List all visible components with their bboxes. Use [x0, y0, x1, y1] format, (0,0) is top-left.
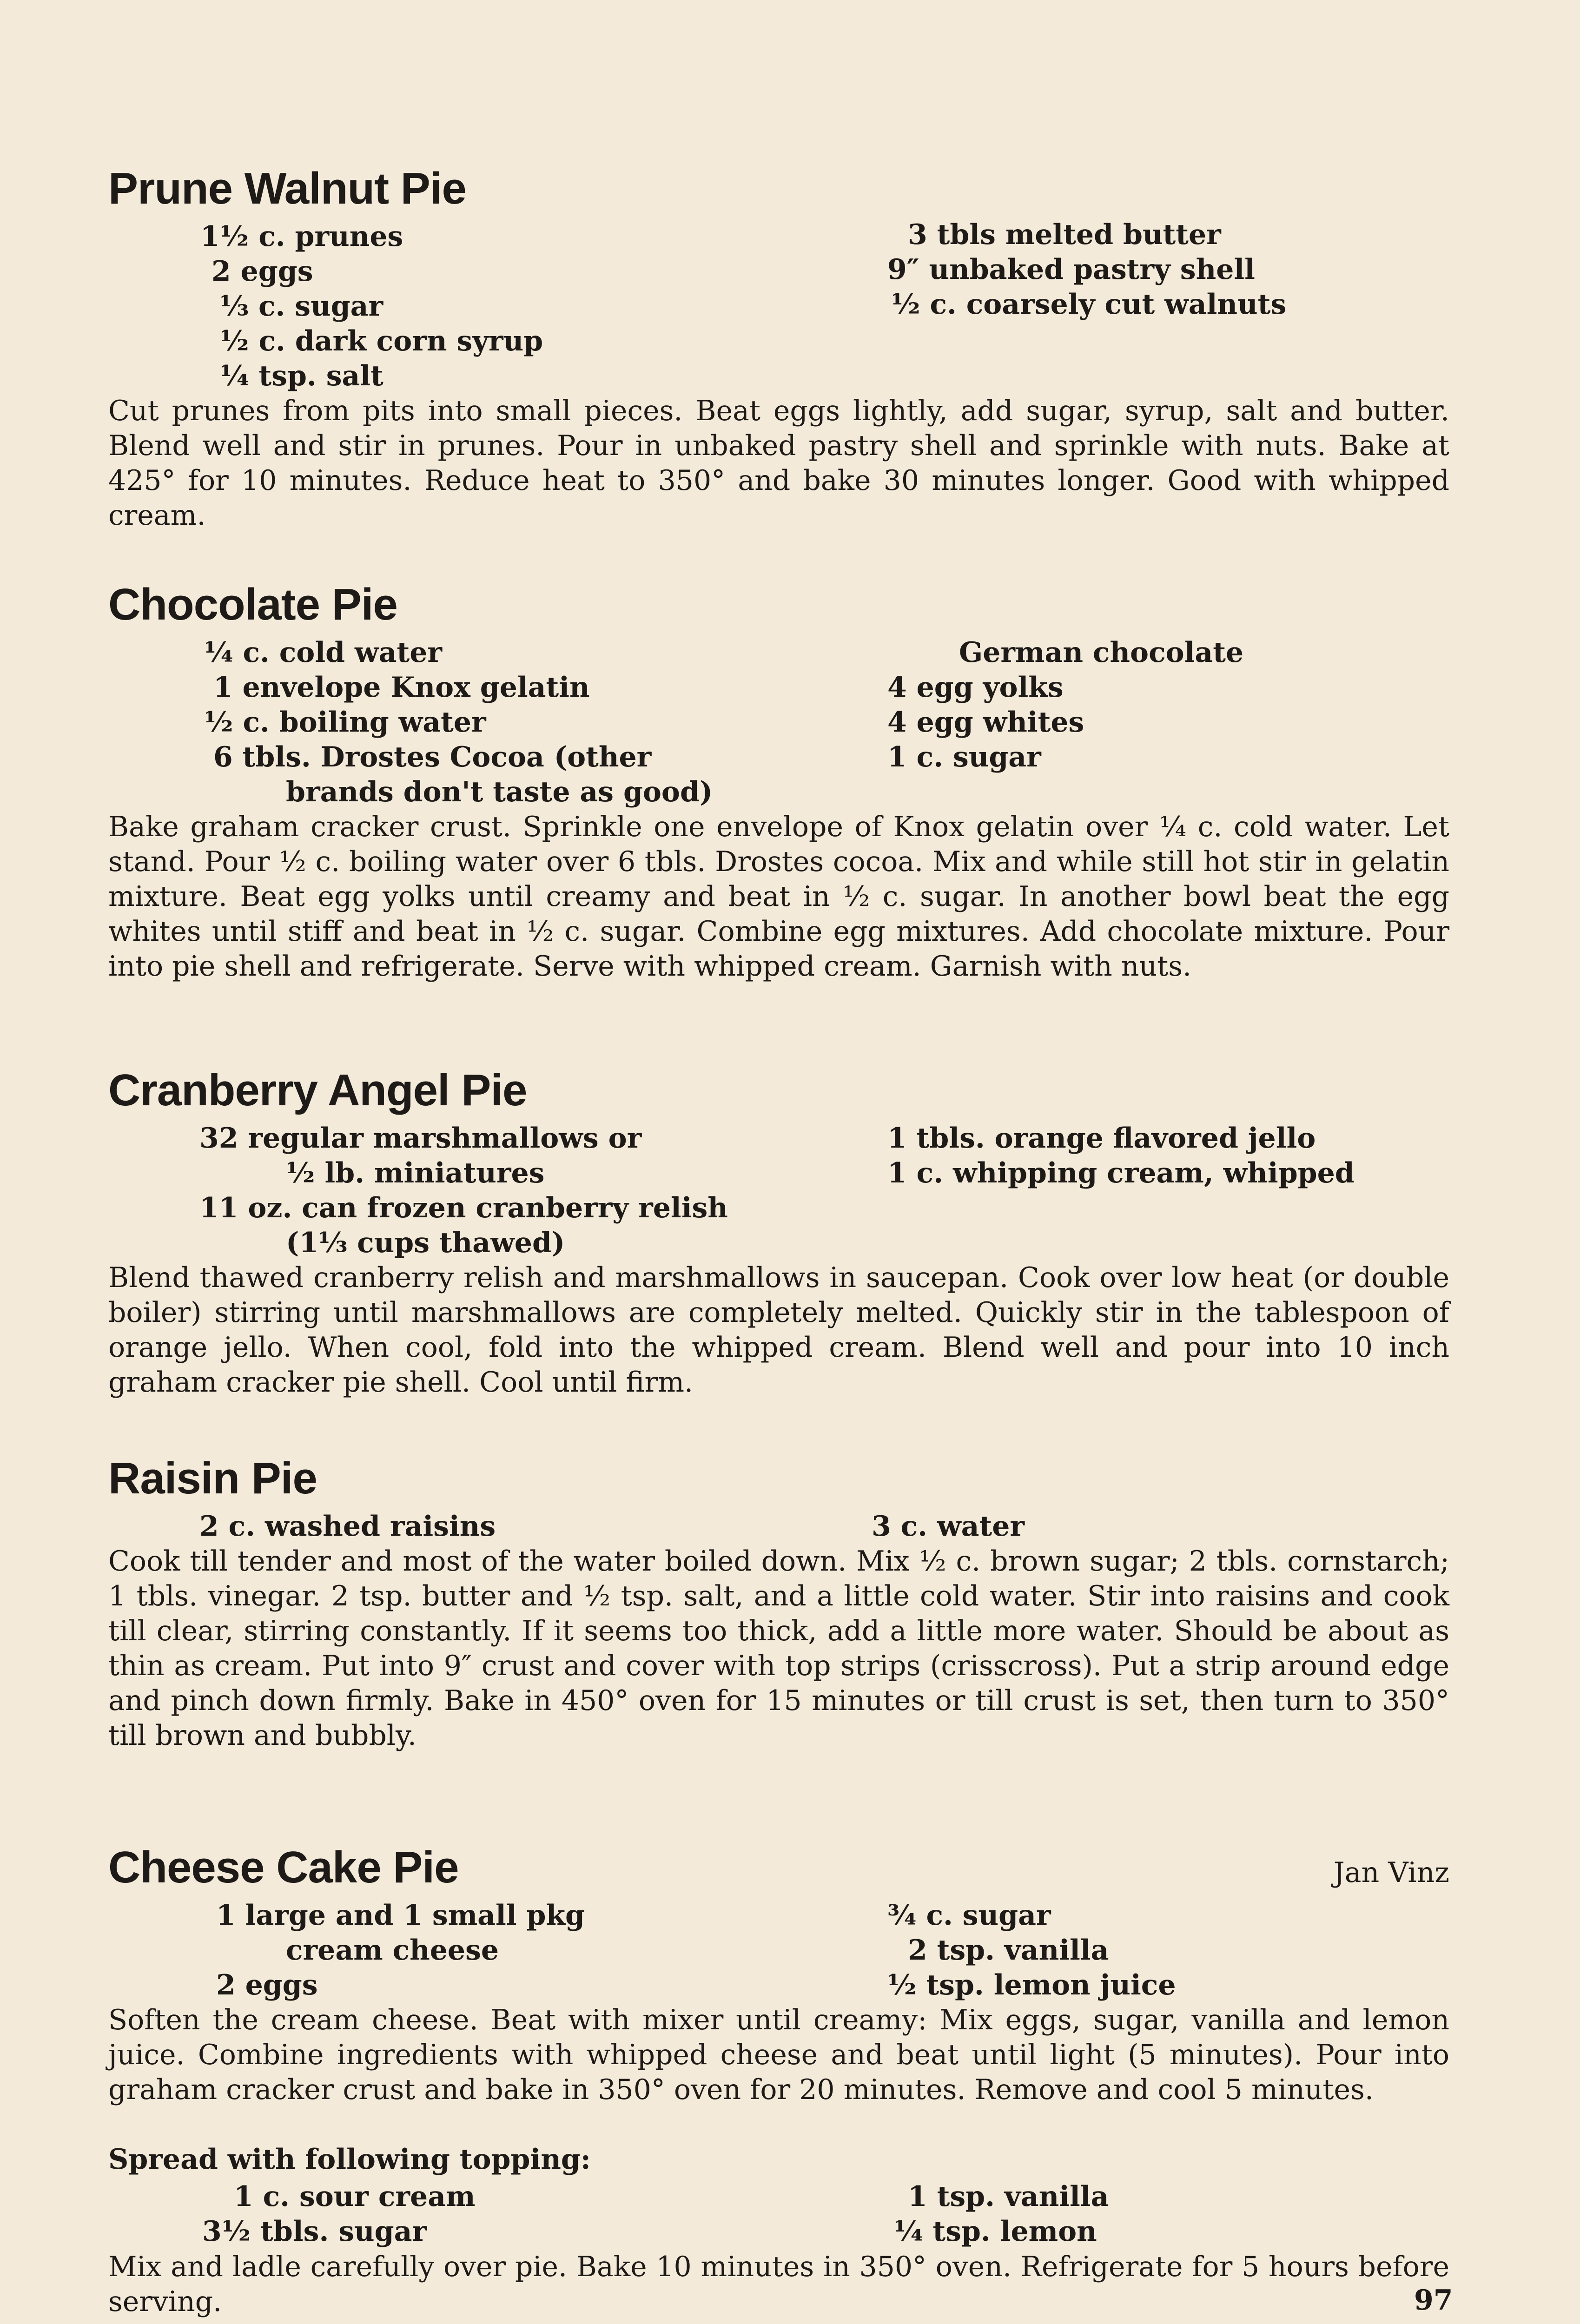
recipe-title: Prune Walnut Pie — [108, 164, 466, 213]
ingredient: 2 tsp. vanilla — [908, 1934, 1109, 1967]
ingredient: ½ c. dark corn syrup — [220, 325, 543, 357]
recipe-title: Raisin Pie — [108, 1453, 317, 1503]
ingredient: 1 c. whipping cream, whipped — [887, 1157, 1355, 1189]
ingredient: 11 oz. can frozen cranberry relish — [199, 1192, 728, 1224]
ingredient: 1 envelope Knox gelatin — [213, 671, 590, 704]
ingredient: brands don't taste as good) — [286, 776, 713, 808]
ingredient: ½ tsp. lemon juice — [887, 1969, 1176, 2001]
ingredient: 1½ c. prunes — [200, 220, 403, 253]
ingredient: (1⅓ cups thawed) — [286, 1227, 565, 1259]
recipe-directions: Blend thawed cranberry relish and marshmallows in saucepan. Cook over low heat (or double boiler) stirring until marshmallows are completely melted. Quickly stir in the tablespoon of orange jello. When cool, fold into the whipped cream. Blend well and pour into 10 inch graham cracker pie shell. Cool until firm. — [108, 1261, 1449, 1399]
ingredient: ½ c. coarsely cut walnuts — [891, 288, 1287, 321]
recipe-directions: Bake graham cracker crust. Sprinkle one envelope of Knox gelatin over ¼ c. cold water. Let stand. Pour ½ c. boiling water over 6 tbls. Drostes cocoa. Mix and while still hot stir in gelatin mixture. Beat egg yolks until creamy and beat in ½ c. sugar. In another bowl beat the egg whites until stiff and beat in ½ c. sugar. Combine egg mixtures. Add chocolate mixture. Pour into pie shell and refrigerate. Serve with whipped cream. Garnish with nuts. — [108, 811, 1449, 983]
topping-directions: Mix and ladle carefully over pie. Bake 10 minutes in 350° oven. Refrigerate for 5 hours before serving. — [108, 2251, 1449, 2318]
ingredient: 1 large and 1 small pkg — [216, 1899, 585, 1932]
ingredient: 2 eggs — [212, 255, 313, 288]
recipe-directions: Cut prunes from pits into small pieces. Beat eggs lightly, add sugar, syrup, salt and butter. Blend well and stir in prunes. Pour in unbaked pastry shell and sprinkle with nuts. Bake at 425° for 10 minutes. Reduce heat to 350° and bake 30 minutes longer. Good with whipped cream. — [108, 395, 1449, 532]
ingredient: 32 regular marshmallows or — [199, 1122, 642, 1155]
recipe-title: Cheese Cake Pie — [108, 1842, 459, 1892]
ingredient: 9″ unbaked pastry shell — [887, 253, 1255, 286]
topping-ingredient: 3½ tbls. sugar — [202, 2215, 427, 2248]
ingredient: 2 eggs — [216, 1969, 318, 2001]
ingredient: ½ c. boiling water — [204, 706, 486, 739]
recipe-chocolate-pie — [108, 579, 1449, 983]
recipe-prune-walnut-pie — [108, 163, 1449, 532]
recipe-directions: Cook till tender and most of the water boiled down. Mix ½ c. brown sugar; 2 tbls. cornstarch; 1 tbls. vinegar. 2 tsp. butter and ½ tsp. salt, and a little cold water. Stir into raisins and cook till clear, stirring constantly. If it seems too thick, add a little more water. Should be about as thin as cream. Put into 9″ crust and cover with top strips (crisscross). Put a strip around edge and pinch down firmly. Bake in 450° oven for 15 minutes or till crust is set, then turn to 350° till brown and bubbly. — [108, 1545, 1449, 1752]
ingredient: 6 tbls. Drostes Cocoa (other — [213, 741, 652, 773]
ingredient: 4 egg whites — [887, 706, 1084, 739]
recipe-cranberry-angel-pie — [108, 1064, 1449, 1399]
page-number: 97 — [1414, 2284, 1453, 2317]
ingredient: German chocolate — [959, 636, 1244, 669]
recipe-directions: Soften the cream cheese. Beat with mixer until creamy: Mix eggs, sugar, vanilla and lemon juice. Combine ingredients with whipped cheese and beat until light (5 minutes). Pour into graham cracker crust and bake in 350° oven for 20 minutes. Remove and cool 5 minutes. — [108, 2004, 1449, 2106]
ingredient: 2 c. washed raisins — [199, 1510, 496, 1543]
ingredient: 3 tbls melted butter — [908, 218, 1221, 251]
topping-label: Spread with following topping: — [108, 2143, 591, 2176]
topping-ingredient: 1 c. sour cream — [234, 2180, 476, 2213]
ingredient: 3 c. water — [872, 1510, 1025, 1543]
ingredient: ½ lb. miniatures — [286, 1157, 545, 1189]
recipe-author: Jan Vinz — [1333, 1856, 1449, 1889]
ingredient: ¾ c. sugar — [887, 1899, 1051, 1932]
ingredient: cream cheese — [286, 1934, 499, 1967]
topping-ingredient: 1 tsp. vanilla — [908, 2180, 1109, 2213]
recipe-title: Chocolate Pie — [108, 580, 397, 629]
ingredient: ¼ tsp. salt — [220, 360, 383, 392]
topping-ingredient: ¼ tsp. lemon — [894, 2215, 1097, 2248]
recipe-title: Cranberry Angel Pie — [108, 1065, 527, 1115]
recipe-raisin-pie — [108, 1452, 1449, 1752]
ingredient: 4 egg yolks — [887, 671, 1064, 704]
ingredient: 1 c. sugar — [887, 741, 1041, 773]
ingredient: 1 tbls. orange flavored jello — [887, 1122, 1316, 1155]
ingredient: ⅓ c. sugar — [220, 290, 383, 323]
ingredient: ¼ c. cold water — [204, 636, 442, 669]
